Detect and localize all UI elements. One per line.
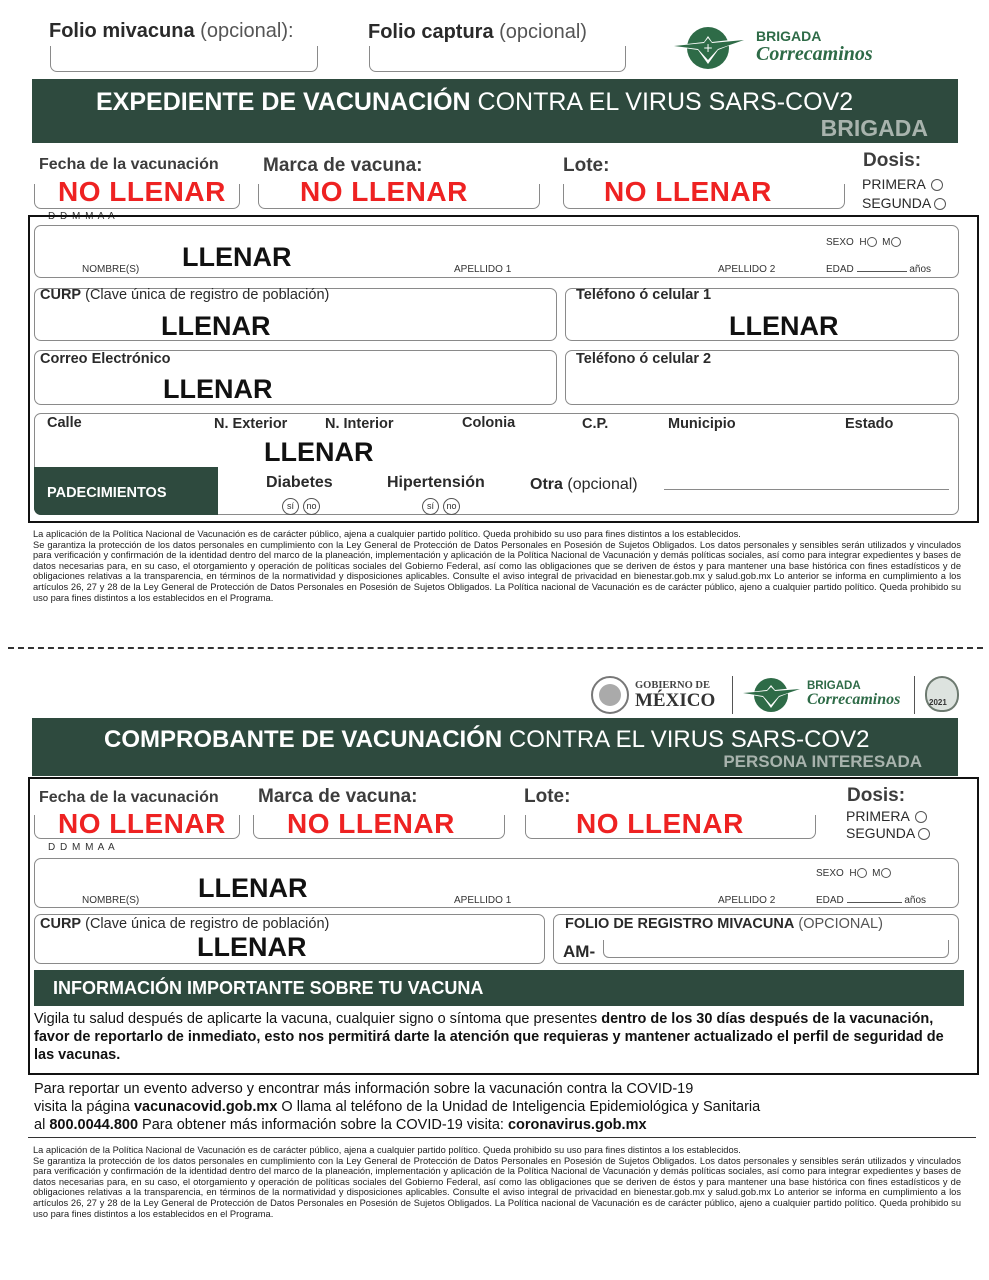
brigada-text-2: BRIGADA: [807, 680, 861, 692]
curp-llenar-2: LLENAR: [197, 932, 307, 962]
info-title: INFORMACIÓN IMPORTANTE SOBRE TU VACUNA: [53, 978, 484, 998]
marca-label-1: Marca de vacuna:: [263, 155, 423, 176]
n-exterior-label-1: N. Exterior: [214, 416, 288, 432]
telefono2-label-1: Teléfono ó celular 2: [576, 351, 712, 367]
dosis-primera-2[interactable]: PRIMERA: [846, 808, 927, 824]
correo-label-1: Correo Electrónico: [40, 351, 171, 367]
folio-mivacuna-label: Folio mivacuna (opcional):: [49, 20, 294, 42]
svg-text:+: +: [703, 41, 714, 55]
correo-llenar-1: LLENAR: [163, 374, 273, 404]
brigada-bird-logo: [668, 24, 752, 74]
curp-label-1: CURP (Clave única de registro de población): [40, 287, 330, 303]
logo-divider: [732, 676, 733, 714]
telefono1-llenar-1: LLENAR: [729, 311, 839, 341]
correcaminos-text: Correcaminos: [756, 43, 873, 65]
info-banner: [34, 970, 964, 1006]
hipertension-label: Hipertensión: [387, 474, 485, 491]
mexico-seal-icon: [590, 675, 630, 715]
marca-no-llenar-2: NO LLENAR: [287, 808, 455, 839]
sexo-label-2[interactable]: SEXO H M: [816, 868, 891, 879]
gobierno-text: GOBIERNO DE: [635, 680, 710, 691]
lote-label-1: Lote:: [563, 155, 610, 176]
am-field[interactable]: [603, 940, 949, 958]
telefono1-label-1: Teléfono ó celular 1: [576, 287, 712, 303]
lote-label-2: Lote:: [524, 786, 571, 807]
vacunacovid-link: vacunacovid.gob.mx: [133, 1099, 278, 1115]
apellido1-label-1: APELLIDO 1: [454, 264, 512, 275]
marca-no-llenar-1: NO LLENAR: [300, 176, 468, 207]
edad-label-2[interactable]: EDAD años: [816, 895, 927, 906]
report-info: Para reportar un evento adverso y encontrar más información sobre la vacunación contra la COVID-19 visita la página vacunacovid.gob.mx O llama al teléfono de la Unidad de Inteligencia Epidemiológica y Sanitaria al 800.0044.800 Para obtener más información sobre la COVID-19 visita: coronavirus.gob.mx: [34, 1081, 761, 1133]
nombre-llenar-1: LLENAR: [182, 242, 292, 272]
hipertension-options[interactable]: sí no: [422, 496, 464, 515]
dosis-primera-1[interactable]: PRIMERA: [862, 176, 943, 192]
legal-text-1: La aplicación de la Política Nacional de Vacunación es de carácter público, ajena a cualquier partido político. Queda prohibido su uso para fines distintos a los establecidos. Se garantiza la protección de los datos personales en cumplimiento con la Ley General de Protección de Datos Personales en Posesión de Sujetos Obligados. Los datos personales y sensibles serán utilizados y vinculados para verificación y confirmación de la identidad dentro del marco de la planeación, implementación y aplicación de la Política Nacional de Vacunación y demás políticas sociales, así como para integrar expedientes y bases de datos necesarias para, en su caso, el otorgamiento y operación de políticas sociales del Gobierno Federal, así como las obligaciones que se deriven de éstos y para mantener una base histórica con fines estadísticos y de obligaciones relativas a la transparencia, en términos de la normatividad y disposiciones aplicables. Consulte el aviso integral de privacidad en bienestar.gob.mx y salud.gob.mx Lo anterior se informa en cumplimiento a los artículos 26, 27 y 28 de la Ley General de Protección de Datos Personales en Posesión de Sujetos Obligados. La Política nacional de Vacunación es de carácter público, ajeno a cualquier partido político. Queda prohibido su uso para fines distintos a los establecidos en el Programa.: [33, 529, 961, 603]
expediente-title: EXPEDIENTE DE VACUNACIÓN CONTRA EL VIRUS SARS-COV2: [96, 88, 854, 116]
brigada-bird-logo-2: [738, 675, 806, 715]
fecha-label-1: Fecha de la vacunación: [39, 156, 219, 173]
apellido2-label-1: APELLIDO 2: [718, 264, 776, 275]
nombre-label-1: NOMBRE(S): [82, 264, 140, 275]
phone-number: 800.0044.800: [49, 1117, 139, 1133]
estado-label-1: Estado: [845, 416, 894, 432]
sexo-label-1[interactable]: SEXO H M: [826, 237, 901, 248]
calle-label-1: Calle: [47, 415, 82, 431]
fecha-format-2: D D M M A A: [48, 842, 116, 853]
n-interior-label-1: N. Interior: [325, 416, 394, 432]
apellido1-label-2: APELLIDO 1: [454, 895, 512, 906]
folio-captura-field[interactable]: [369, 46, 626, 72]
folio-mivacuna-field[interactable]: [50, 46, 318, 72]
marca-label-2: Marca de vacuna:: [258, 786, 418, 807]
correcaminos-text-2: Correcaminos: [807, 691, 901, 708]
comprobante-title: COMPROBANTE DE VACUNACIÓN CONTRA EL VIRUS SARS-COV2: [104, 726, 870, 753]
otra-line[interactable]: [664, 489, 949, 490]
fecha-format-1: D D M M A A: [48, 211, 116, 222]
municipio-label-1: Municipio: [668, 416, 736, 432]
badge-2021-icon: 2021: [925, 676, 959, 712]
curp-label-2: CURP (Clave única de registro de población): [40, 916, 330, 932]
fecha-no-llenar-1: NO LLENAR: [58, 176, 226, 207]
direccion-llenar-1: LLENAR: [264, 437, 374, 467]
logo-divider-2: [914, 676, 915, 714]
lote-no-llenar-2: NO LLENAR: [576, 808, 744, 839]
dosis-segunda-1[interactable]: SEGUNDA: [862, 195, 946, 211]
folio-registro-label: FOLIO DE REGISTRO MIVACUNA (OPCIONAL): [565, 916, 883, 932]
brigada-text: BRIGADA: [756, 28, 822, 44]
expediente-banner: [32, 79, 958, 143]
expediente-subtitle: BRIGADA: [820, 115, 928, 141]
dosis-label-2: Dosis:: [847, 785, 906, 806]
comprobante-banner: [32, 718, 958, 776]
info-paragraph: Vigila tu salud después de aplicarte la vacuna, cualquier signo o síntoma que presentes dentro de los 30 días después de la vacunación, favor de reportarlo de inmediato, esto nos permitirá darte la atención que requieras y mantener actualizado el perfil de seguridad de las vacunas.: [34, 1011, 944, 1063]
nombre-label-2: NOMBRE(S): [82, 895, 140, 906]
folio-captura-label: Folio captura (opcional): [368, 21, 587, 43]
cut-line: [8, 647, 983, 649]
cp-label-1: C.P.: [582, 416, 609, 432]
nombre-llenar-2: LLENAR: [198, 873, 308, 903]
mexico-text: MÉXICO: [635, 690, 716, 711]
colonia-label-1: Colonia: [462, 415, 516, 431]
report-divider: [28, 1137, 976, 1138]
legal-text-2: La aplicación de la Política Nacional de Vacunación es de carácter público, ajena a cualquier partido político. Queda prohibido su uso para fines distintos a los establecidos. Se garantiza la protección de los datos personales en cumplimiento con la Ley General de Protección de Datos Personales en Posesión de Sujetos Obligados. Los datos personales y sensibles serán utilizados y vinculados para verificación y confirmación de la identidad dentro del marco de la planeación, implementación y aplicación de la Política Nacional de Vacunación y demás políticas sociales, así como para integrar expedientes y bases de datos necesarias para, en su caso, el otorgamiento y operación de políticas sociales del Gobierno Federal, así como las obligaciones que se deriven de éstos y para mantener una base histórica con fines estadísticos y de obligaciones relativas a la transparencia, en términos de la normatividad y disposiciones aplicables. Consulte el aviso integral de privacidad en bienestar.gob.mx y salud.gob.mx Lo anterior se informa en cumplimiento a los artículos 26, 27 y 28 de la Ley General de Protección de Datos Personales en Posesión de Sujetos Obligados. La Política nacional de Vacunación es de carácter público, ajeno a cualquier partido político. Queda prohibido su uso para fines distintos a los establecidos en el Programa.: [33, 1145, 961, 1219]
diabetes-options[interactable]: sí no: [282, 496, 324, 515]
apellido2-label-2: APELLIDO 2: [718, 895, 776, 906]
padecimientos-tag: PADECIMIENTOS: [34, 467, 218, 515]
curp-llenar-1: LLENAR: [161, 311, 271, 341]
coronavirus-link: coronavirus.gob.mx: [507, 1117, 647, 1133]
lote-no-llenar-1: NO LLENAR: [604, 176, 772, 207]
edad-label-1[interactable]: EDAD años: [826, 264, 932, 275]
comprobante-subtitle: PERSONA INTERESADA: [723, 752, 922, 771]
fecha-no-llenar-2: NO LLENAR: [58, 808, 226, 839]
fecha-label-2: Fecha de la vacunación: [39, 789, 219, 806]
am-prefix: AM-: [563, 942, 596, 961]
diabetes-label: Diabetes: [266, 474, 333, 491]
dosis-segunda-2[interactable]: SEGUNDA: [846, 825, 930, 841]
dosis-label-1: Dosis:: [863, 150, 922, 171]
otra-label: Otra (opcional): [530, 476, 638, 493]
